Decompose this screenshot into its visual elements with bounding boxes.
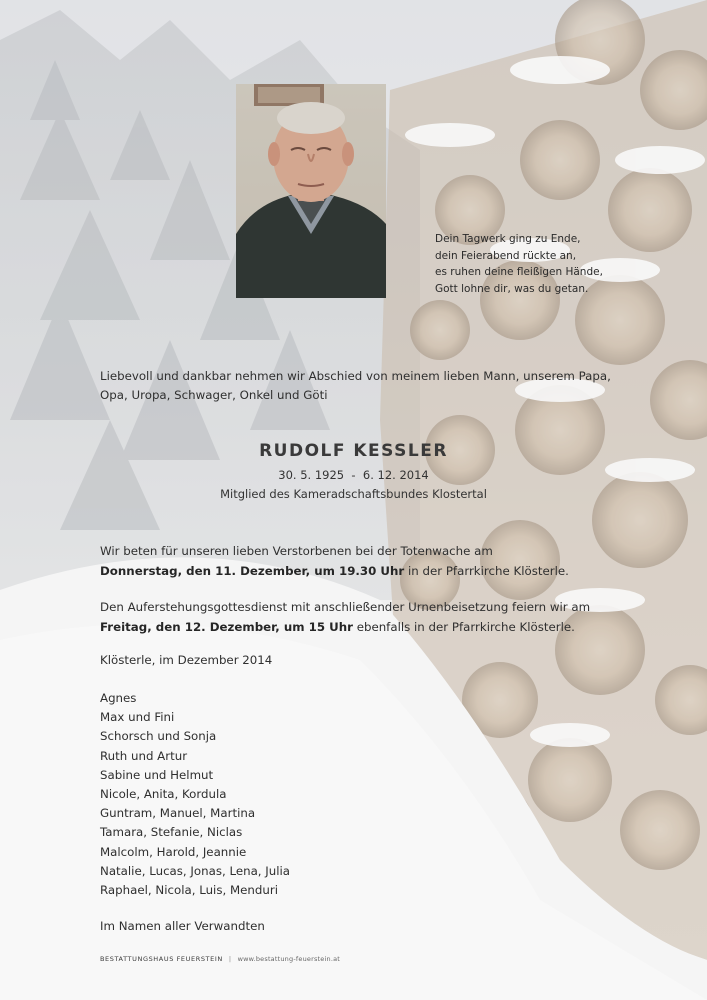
family-member: Malcolm, Harold, Jeannie	[100, 844, 247, 859]
family-member: Nicole, Anita, Kordula	[100, 787, 227, 802]
footer-company: BESTATTUNGSHAUS FEUERSTEIN	[100, 955, 223, 963]
family-member: Max und Fini	[100, 710, 175, 725]
deceased-name: RUDOLF KESSLER	[259, 441, 448, 461]
funeral-announcement	[100, 597, 620, 637]
portrait-photo	[236, 84, 386, 298]
footer-separator: |	[228, 955, 232, 963]
family-member: Natalie, Lucas, Jonas, Lena, Julia	[100, 863, 291, 878]
funeral-text: Den Auferstehungsgottesdienst mit anschließender Urnenbeisetzung feiern wir am	[100, 600, 591, 614]
life-dates: 30. 5. 1925 - 6. 12. 2014	[278, 468, 429, 482]
place-date: Klösterle, im Dezember 2014	[100, 653, 273, 667]
family-member: Guntram, Manuel, Martina	[100, 806, 256, 821]
vigil-text: Wir beten für unseren lieben Verstorbenen bei der Totenwache am	[100, 544, 493, 558]
poem-line: Dein Tagwerk ging zu Ende,	[435, 233, 581, 245]
membership-text: Mitglied des Kameradschaftsbundes Klostertal	[220, 487, 487, 501]
funeral-location: ebenfalls in der Pfarrkirche Klösterle.	[352, 620, 575, 634]
family-member: Tamara, Stefanie, Niclas	[100, 825, 243, 840]
poem-line: dein Feierabend rückte an,	[435, 249, 577, 262]
closing-signature: Im Namen aller Verwandten	[100, 919, 265, 933]
family-member: Raphael, Nicola, Luis, Menduri	[100, 883, 278, 898]
farewell-intro: Liebevoll und dankbar nehmen wir Abschied von meinem lieben Mann, unserem Papa, Opa, Uropa, Schwager, Onkel und Göti	[100, 369, 611, 402]
vigil-announcement	[100, 541, 620, 581]
funeral-datetime: Freitag, den 12. Dezember, um 15 Uhr	[100, 620, 353, 634]
poem-line: es ruhen deine fleißigen Hände,	[435, 266, 603, 278]
poem	[435, 231, 695, 297]
family-member: Agnes	[100, 691, 137, 705]
family-member: Sabine und Helmut	[100, 767, 214, 782]
family-member: Ruth und Artur	[100, 748, 188, 763]
vigil-datetime: Donnerstag, den 11. Dezember, um 19.30 Uhr	[100, 564, 405, 578]
footer	[100, 955, 340, 963]
family-member: Schorsch und Sonja	[100, 729, 217, 744]
poem-line: Gott lohne dir, was du getan.	[435, 282, 589, 295]
family-list	[100, 689, 290, 900]
vigil-location: in der Pfarrkirche Klösterle.	[404, 564, 569, 578]
footer-url: www.bestattung-feuerstein.at	[237, 955, 341, 963]
